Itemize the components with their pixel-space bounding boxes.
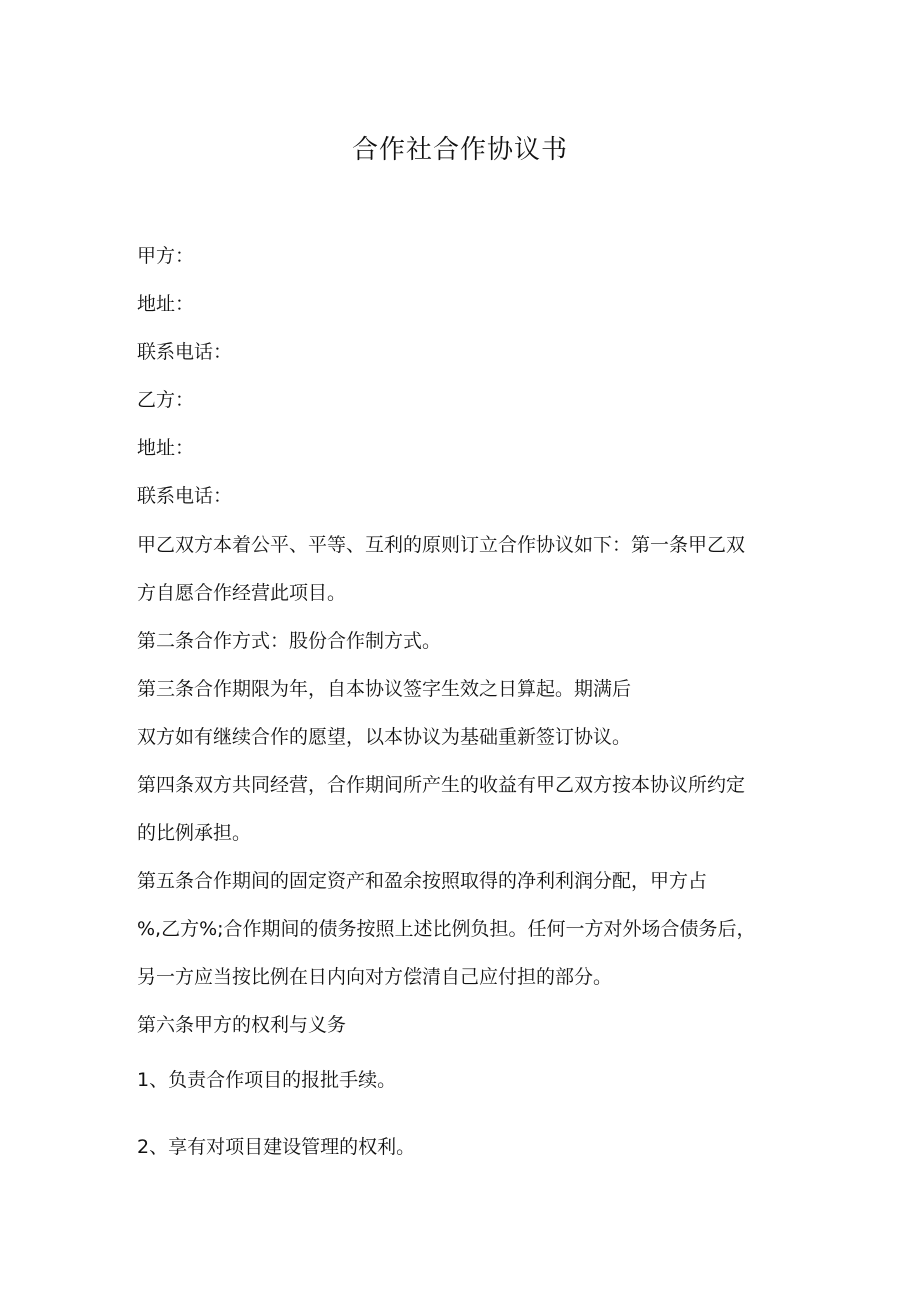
party-a-label: 甲方： <box>137 245 195 267</box>
agreement-intro-line-2: 方自愿合作经营此项目。 <box>137 582 347 604</box>
party-b-label: 乙方： <box>137 389 195 411</box>
agreement-intro-line-1: 甲乙双方本着公平、平等、互利的原则订立合作协议如下：第一条甲乙双 <box>137 534 746 556</box>
article-3-line-1: 第三条合作期限为年，自本协议签字生效之日算起。期满后 <box>137 678 632 700</box>
party-b-phone-label: 联系电话： <box>137 485 233 507</box>
party-a-address-label: 地址： <box>137 293 195 315</box>
article-6-heading: 第六条甲方的权利与义务 <box>137 1014 347 1036</box>
party-b-address-label: 地址： <box>137 437 195 459</box>
article-3-line-2: 双方如有继续合作的愿望，以本协议为基础重新签订协议。 <box>137 726 632 748</box>
article-6-item-2: 2、享有对项目建设管理的权利。 <box>137 1136 416 1158</box>
article-5-line-2: %,乙方%;合作期间的债务按照上述比例负担。任何一方对外场合债务后， <box>137 918 756 940</box>
article-6-item-1: 1、负责合作项目的报批手续。 <box>137 1069 397 1091</box>
document-title: 合作社合作协议书 <box>351 135 568 165</box>
article-2: 第二条合作方式：股份合作制方式。 <box>137 630 442 652</box>
party-a-phone-label: 联系电话： <box>137 341 233 363</box>
article-4-line-1: 第四条双方共同经营，合作期间所产生的收益有甲乙双方按本协议所约定 <box>137 774 746 796</box>
article-5-line-3: 另一方应当按比例在日内向对方偿清自己应付担的部分。 <box>137 966 613 988</box>
article-4-line-2: 的比例承担。 <box>137 822 252 844</box>
article-5-line-1: 第五条合作期间的固定资产和盈余按照取得的净利利润分配，甲方占 <box>137 870 708 892</box>
